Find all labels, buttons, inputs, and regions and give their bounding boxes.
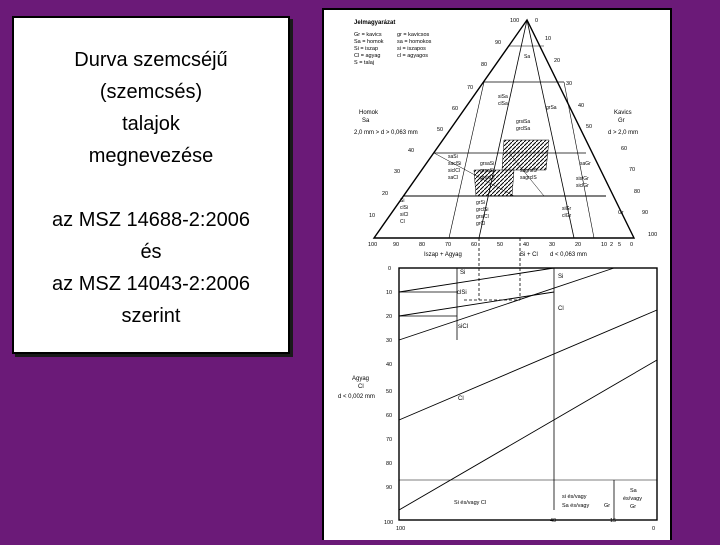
svg-text:20: 20	[386, 314, 393, 320]
svg-text:siCl: siCl	[400, 212, 409, 218]
svg-text:siCl: siCl	[458, 324, 468, 330]
svg-text:Sa és/vagy: Sa és/vagy	[562, 503, 590, 509]
svg-text:Sa: Sa	[362, 118, 370, 124]
title-line-1: Durva szemcséjű	[74, 49, 228, 71]
bottom-tick-30: 30	[549, 242, 556, 248]
svg-text:Gr: Gr	[618, 118, 625, 124]
svg-text:grsaCl: grsaCl	[480, 175, 495, 181]
svg-text:Sa: Sa	[524, 54, 531, 60]
svg-text:Kavics: Kavics	[614, 110, 632, 116]
svg-text:clSi: clSi	[400, 205, 409, 211]
right-tick-100: 100	[648, 232, 658, 238]
left-tick-100: 100	[510, 18, 520, 24]
title-card	[12, 16, 290, 354]
svg-text:grsiCl: grsiCl	[476, 214, 489, 220]
svg-text:si és/vagy: si és/vagy	[562, 494, 587, 500]
standard-line-2: és	[140, 241, 162, 263]
svg-text:grSa: grSa	[546, 105, 557, 111]
svg-text:és/vagy: és/vagy	[623, 496, 642, 502]
svg-text:Cl: Cl	[458, 396, 464, 402]
svg-text:grsiSa: grsiSa	[516, 119, 531, 125]
bottom-tick-70: 70	[445, 242, 452, 248]
svg-text:saGr: saGr	[580, 161, 591, 167]
left-tick-60: 60	[452, 106, 459, 112]
svg-text:Si: Si	[400, 198, 405, 204]
svg-text:saSi: saSi	[448, 154, 458, 160]
legend-left-3: Si = iszap	[354, 46, 378, 52]
svg-text:clSa: clSa	[498, 101, 508, 107]
legend-right-3: si = iszapos	[397, 46, 426, 52]
svg-text:grclSa: grclSa	[516, 126, 531, 132]
left-tick-30: 30	[394, 169, 401, 175]
svg-text:Cl: Cl	[358, 384, 364, 390]
svg-text:Gr: Gr	[604, 503, 611, 509]
svg-text:50: 50	[386, 389, 393, 395]
fines-axis-label	[424, 252, 587, 258]
svg-text:Si + Cl: Si + Cl	[520, 252, 538, 258]
svg-text:saclSi: saclSi	[448, 161, 462, 167]
right-tick-60: 60	[621, 146, 628, 152]
right-tick-0: 0	[535, 18, 539, 24]
svg-text:Cl: Cl	[558, 306, 564, 312]
lower-chart-frame	[399, 238, 657, 520]
legend-left-5: S = talaj	[354, 60, 375, 66]
gravel-corner-label	[608, 110, 638, 136]
svg-text:Cl: Cl	[400, 219, 405, 225]
legend-right-4: cl = agyagos	[397, 53, 429, 59]
clay-axis-label	[338, 376, 375, 400]
right-axis-ticks	[535, 18, 657, 238]
standard-line-4: szerint	[121, 305, 181, 327]
bottom-tick-0: 0	[630, 242, 634, 248]
left-tick-10: 10	[369, 213, 376, 219]
right-tick-30: 30	[566, 81, 573, 87]
svg-text:siclCl: siclCl	[448, 168, 460, 174]
right-tick-50: 50	[586, 124, 593, 130]
bottom-tick-90: 90	[393, 242, 400, 248]
svg-text:sisiGr: sisiGr	[576, 176, 589, 182]
legend-left-1: Gr = kavics	[354, 32, 382, 38]
svg-text:d < 0,063 mm: d < 0,063 mm	[550, 252, 587, 258]
title-line-3: talajok	[122, 113, 180, 135]
svg-text:0: 0	[388, 266, 392, 272]
svg-text:grclSi: grclSi	[476, 207, 489, 213]
svg-text:d < 0,002 mm: d < 0,002 mm	[338, 394, 375, 400]
svg-text:Iszap + Agyag: Iszap + Agyag	[424, 252, 462, 258]
right-tick-20: 20	[554, 58, 561, 64]
svg-text:siGr: siGr	[562, 206, 572, 212]
bottom-tick-80: 80	[419, 242, 426, 248]
bottom-tick-20: 20	[575, 242, 582, 248]
title-line-2: (szemcsés)	[99, 81, 203, 103]
svg-text:siSa: siSa	[498, 94, 508, 100]
svg-text:Si: Si	[460, 270, 466, 276]
bottom-tick-10: 10	[601, 242, 608, 248]
svg-text:grsaSi: grsaSi	[480, 168, 495, 174]
svg-text:10: 10	[386, 290, 393, 296]
svg-text:Gr: Gr	[630, 504, 637, 510]
right-tick-70: 70	[629, 167, 636, 173]
right-tick-80: 80	[634, 189, 641, 195]
svg-text:saCl: saCl	[448, 175, 459, 181]
right-tick-10: 10	[545, 36, 552, 42]
svg-text:Sa: Sa	[630, 488, 637, 494]
right-tick-40: 40	[578, 103, 585, 109]
svg-text:0: 0	[652, 526, 656, 532]
svg-text:grSi: grSi	[476, 200, 485, 206]
svg-text:sagrsiS: sagrsiS	[520, 168, 537, 174]
svg-text:d > 2,0 mm: d > 2,0 mm	[608, 130, 639, 136]
legend-left-2: Sa = homok	[354, 39, 384, 45]
legend-right-1: gr = kavicsos	[397, 32, 430, 38]
svg-text:40: 40	[386, 362, 393, 368]
right-tick-90: 90	[642, 210, 649, 216]
svg-text:clGr: clGr	[562, 213, 572, 219]
bottom-tick-50: 50	[497, 242, 504, 248]
title-line-4: megnevezése	[88, 145, 214, 167]
left-tick-50: 50	[437, 127, 444, 133]
svg-text:clSi: clSi	[457, 290, 467, 296]
bottom-axis-ticks	[368, 242, 633, 248]
svg-text:30: 30	[386, 338, 393, 344]
svg-text:2,0 mm > d > 0,063 mm: 2,0 mm > d > 0,063 mm	[354, 130, 418, 136]
standard-line-3: az MSZ 14043-2:2006	[52, 273, 250, 295]
svg-text:siclGr: siclGr	[576, 183, 589, 189]
bottom-tick-40: 40	[523, 242, 530, 248]
left-tick-90: 90	[495, 40, 502, 46]
legend-left-4: Cl = agyag	[354, 53, 381, 59]
svg-text:90: 90	[386, 485, 393, 491]
svg-text:60: 60	[386, 413, 393, 419]
svg-text:grCl: grCl	[476, 221, 486, 227]
soil-classification-figure	[322, 8, 672, 540]
legend-title: Jelmagyarázat	[354, 20, 396, 26]
left-tick-70: 70	[467, 85, 474, 91]
svg-text:Homok: Homok	[359, 110, 379, 116]
svg-text:100: 100	[384, 520, 394, 526]
bottom-tick-2: 2	[610, 242, 614, 248]
svg-text:15: 15	[610, 518, 617, 524]
standard-line-1: az MSZ 14688-2:2006	[52, 209, 250, 231]
left-tick-20: 20	[382, 191, 389, 197]
soil-triangle-diagram	[324, 10, 670, 540]
hatched-region-1	[502, 140, 549, 170]
svg-text:100: 100	[396, 526, 406, 532]
svg-text:Si és/vagy Cl: Si és/vagy Cl	[454, 500, 487, 506]
bottom-tick-100: 100	[368, 242, 378, 248]
left-tick-80: 80	[481, 62, 488, 68]
left-tick-40: 40	[408, 148, 415, 154]
svg-text:40: 40	[550, 518, 557, 524]
svg-text:80: 80	[386, 461, 393, 467]
legend	[354, 32, 432, 66]
svg-text:Si: Si	[558, 274, 564, 280]
svg-text:Gr: Gr	[618, 210, 624, 216]
sand-corner-label	[354, 110, 418, 136]
svg-text:grsaSi: grsaSi	[480, 161, 495, 167]
svg-text:Agyag: Agyag	[352, 376, 370, 382]
svg-text:70: 70	[386, 437, 393, 443]
legend-right-2: sa = homokos	[397, 39, 432, 45]
bottom-tick-60: 60	[471, 242, 478, 248]
svg-text:sagrclS: sagrclS	[520, 175, 537, 181]
lower-left-ticks	[384, 266, 393, 526]
bottom-tick-5: 5	[618, 242, 622, 248]
